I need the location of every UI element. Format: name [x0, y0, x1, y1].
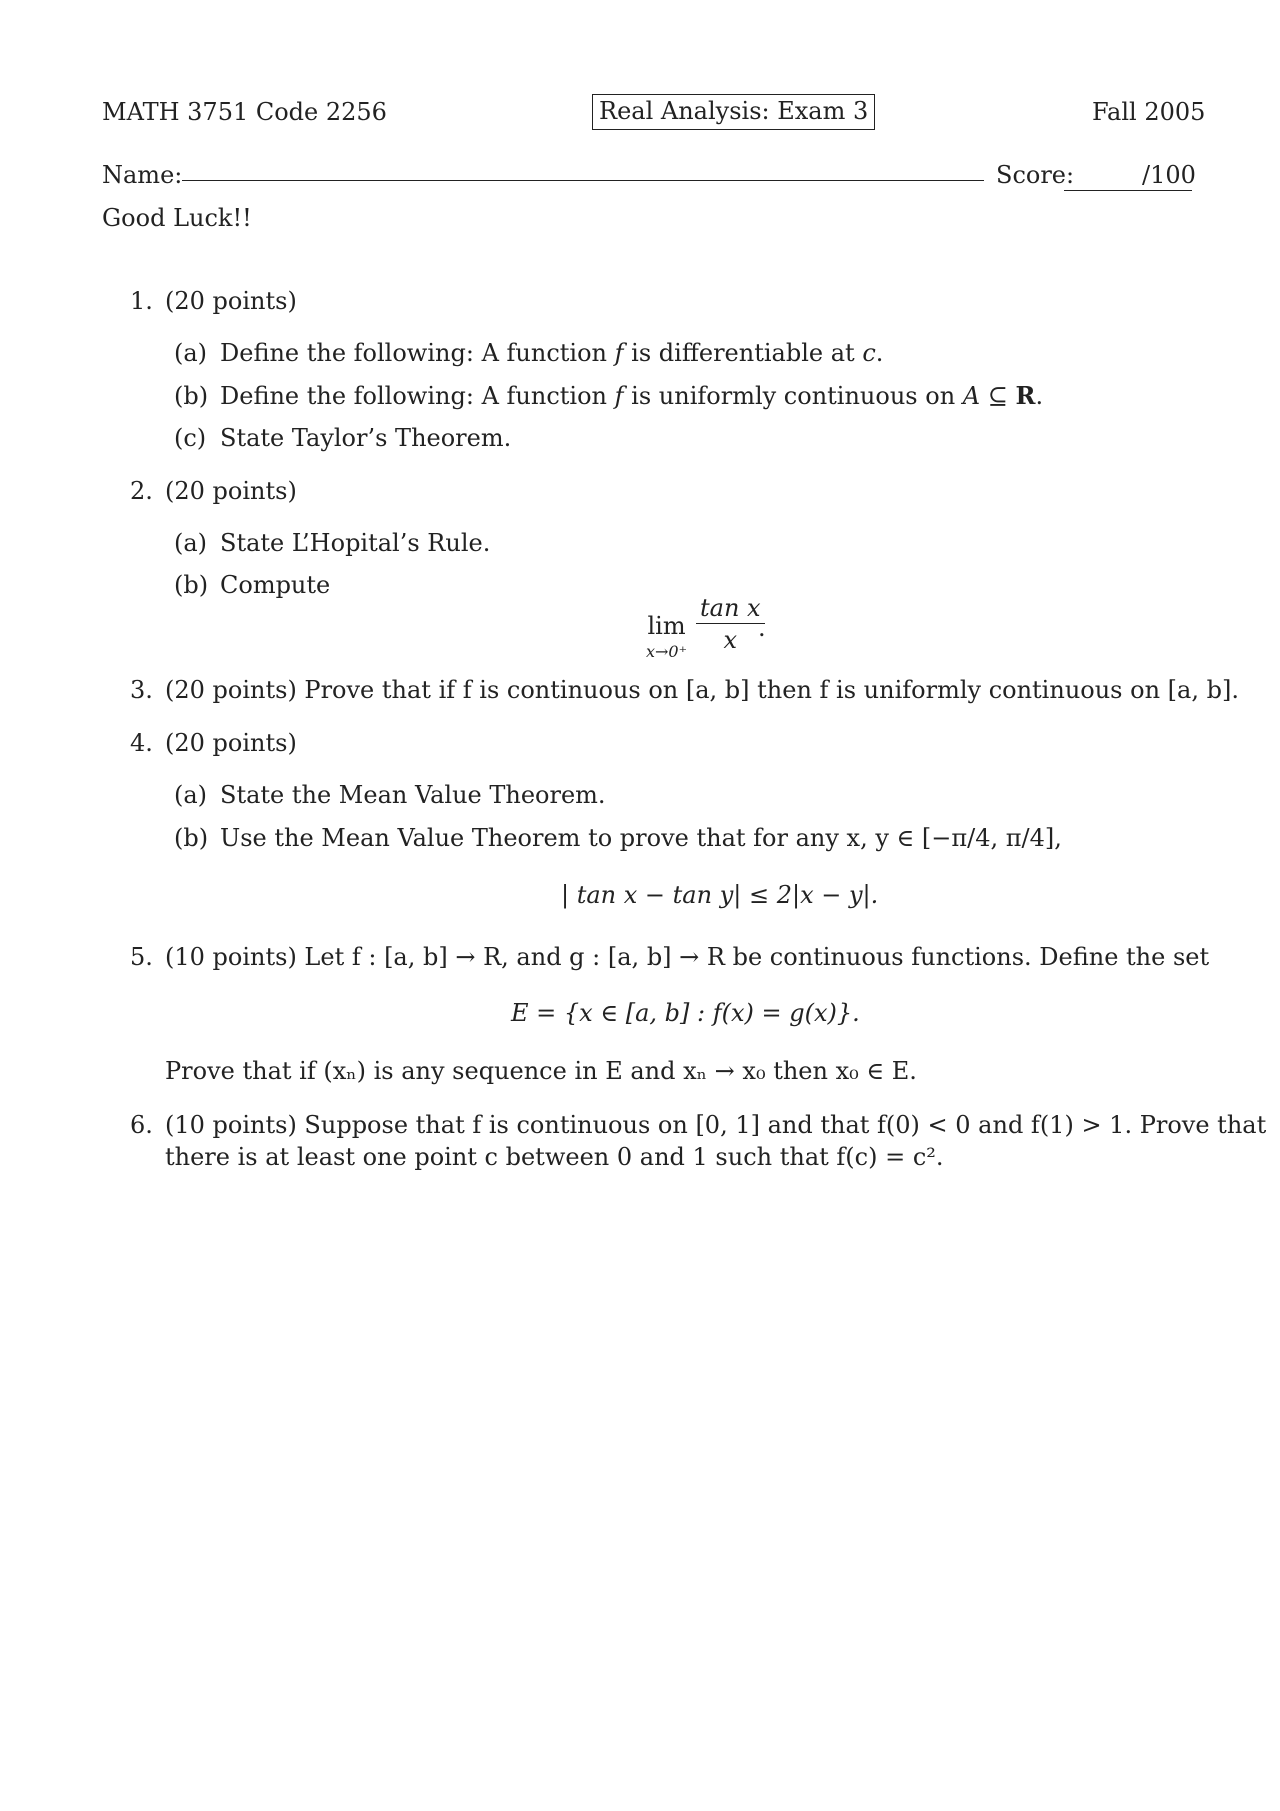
score-field[interactable] [1064, 190, 1192, 191]
limit-operator [646, 614, 687, 660]
score-label: Score: [996, 161, 1075, 189]
problem-3-number: 3. [130, 676, 153, 704]
fraction-denominator: x [723, 626, 738, 654]
problem-4-points: (20 points) [165, 729, 297, 757]
problem-4b: Use the Mean Value Theorem to prove that for any x, y ∈ [−π/4, π/4], [220, 824, 1062, 852]
problem-1a-label: (a) [174, 339, 208, 367]
problem-4-display: | tan x − tan y| ≤ 2|x − y|. [561, 881, 879, 909]
fraction-numerator: tan x [696, 596, 765, 624]
lim-subscript: x→0⁺ [646, 642, 688, 661]
limit-period: . [758, 614, 766, 642]
problem-6-line-1: (10 points) Suppose that f is continuous on [0, 1] and that f(0) < 0 and f(1) > 1. Prove that [165, 1111, 1267, 1139]
problem-1a: Define the following: A function f is differentiable at c. [220, 339, 884, 367]
exam-title: Real Analysis: Exam 3 [592, 94, 875, 130]
problem-1-number: 1. [130, 287, 153, 315]
problem-2-points: (20 points) [165, 477, 297, 505]
lim-text: lim [647, 612, 686, 640]
greeting: Good Luck!! [102, 204, 252, 232]
problem-5-follow: Prove that if (xₙ) is any sequence in E and xₙ → x₀ then x₀ ∈ E. [165, 1057, 917, 1085]
problem-4-number: 4. [130, 729, 153, 757]
problem-5-display: E = {x ∈ [a, b] : f(x) = g(x)}. [511, 999, 860, 1027]
problem-1b-label: (b) [174, 382, 209, 410]
problem-1-points: (20 points) [165, 287, 297, 315]
problem-2a: State L’Hopital’s Rule. [220, 529, 491, 557]
problem-4a: State the Mean Value Theorem. [220, 781, 606, 809]
problem-2a-label: (a) [174, 529, 208, 557]
problem-3-text: (20 points) Prove that if f is continuous on [a, b] then f is uniformly continuous on [a, b]. [165, 676, 1239, 704]
name-label: Name: [102, 161, 183, 189]
score-total: /100 [1142, 161, 1196, 189]
problem-1b: Define the following: A function f is uniformly continuous on A ⊆ R. [220, 381, 1044, 410]
course-code: MATH 3751 Code 2256 [102, 98, 387, 126]
problem-2b-label: (b) [174, 571, 209, 599]
problem-4a-label: (a) [174, 781, 208, 809]
problem-6-number: 6. [130, 1111, 153, 1139]
problem-2-number: 2. [130, 477, 153, 505]
problem-2b: Compute [220, 571, 331, 599]
limit-fraction [696, 596, 765, 652]
term: Fall 2005 [1092, 98, 1206, 126]
problem-1c-label: (c) [174, 424, 207, 452]
problem-4b-label: (b) [174, 824, 209, 852]
problem-1c: State Taylor’s Theorem. [220, 424, 512, 452]
name-field[interactable] [182, 180, 984, 181]
problem-6-line-2: there is at least one point c between 0 and 1 such that f(c) = c². [165, 1143, 944, 1171]
problem-5-number: 5. [130, 943, 153, 971]
problem-5-text: (10 points) Let f : [a, b] → R, and g : [a, b] → R be continuous functions. Define the set [165, 943, 1210, 971]
